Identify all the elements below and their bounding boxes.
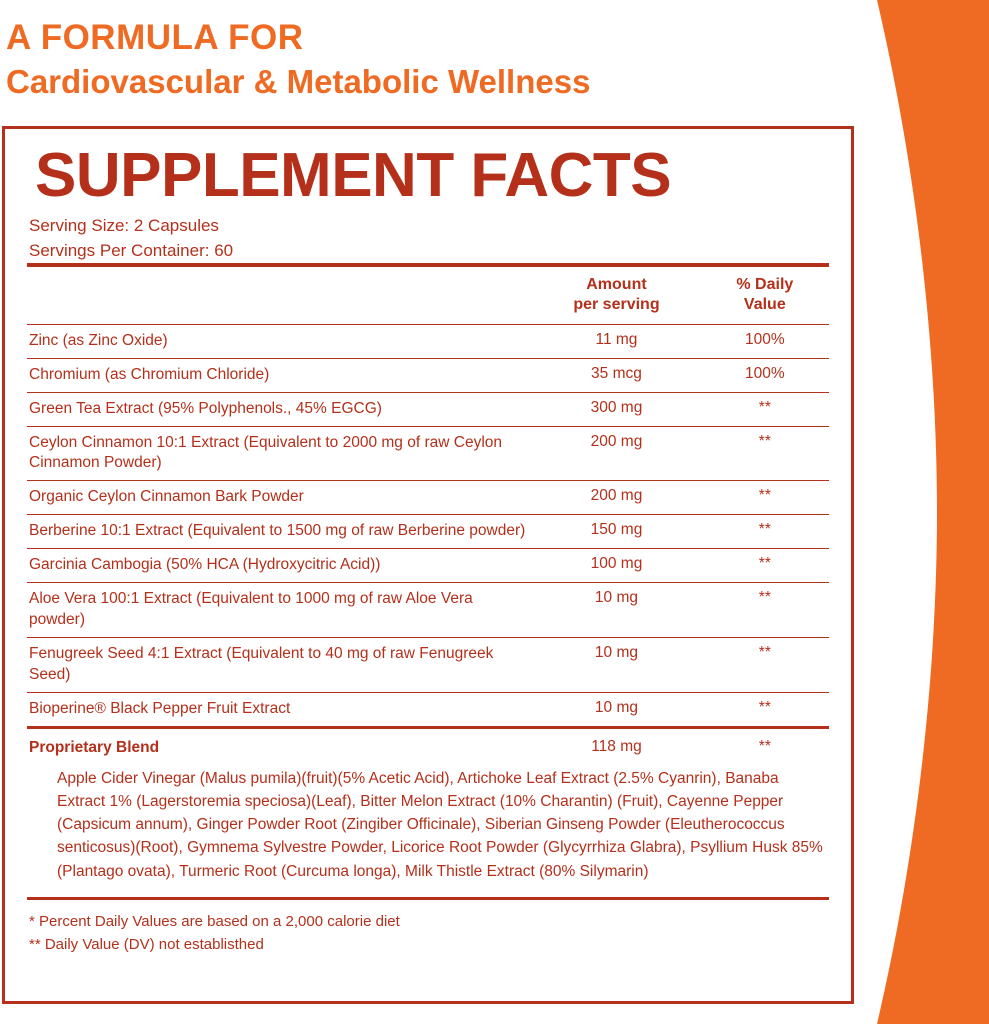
ingredient-amount: 10 mg bbox=[532, 583, 700, 638]
supplement-facts-panel bbox=[2, 126, 854, 1004]
ingredient-daily-value: ** bbox=[701, 392, 829, 426]
ingredient-daily-value: ** bbox=[701, 583, 829, 638]
footnotes bbox=[27, 900, 829, 957]
table-row bbox=[27, 324, 829, 358]
table-row bbox=[27, 426, 829, 481]
ingredient-amount: 100 mg bbox=[532, 549, 700, 583]
column-header-amount bbox=[532, 265, 700, 324]
ingredient-daily-value: 100% bbox=[701, 358, 829, 392]
header-title-line1: A FORMULA FOR bbox=[6, 18, 304, 57]
column-header-daily-value bbox=[701, 265, 829, 324]
table-row bbox=[27, 481, 829, 515]
column-header-dv-line2: Value bbox=[743, 295, 786, 313]
header bbox=[0, 0, 989, 102]
table-row bbox=[27, 515, 829, 549]
header-title-line2: Cardiovascular & Metabolic Wellness bbox=[6, 63, 591, 101]
ingredient-name: Organic Ceylon Cinnamon Bark Powder bbox=[27, 481, 532, 515]
ingredient-amount: 200 mg bbox=[532, 426, 700, 481]
ingredient-amount: 11 mg bbox=[532, 324, 700, 358]
table-row bbox=[27, 637, 829, 692]
ingredient-amount: 35 mcg bbox=[532, 358, 700, 392]
ingredient-daily-value: 100% bbox=[701, 324, 829, 358]
table-header-row bbox=[27, 265, 829, 324]
ingredient-daily-value: ** bbox=[701, 549, 829, 583]
ingredient-amount: 10 mg bbox=[532, 637, 700, 692]
ingredient-daily-value: ** bbox=[701, 637, 829, 692]
supplement-facts-table bbox=[27, 263, 829, 764]
ingredient-daily-value: ** bbox=[701, 481, 829, 515]
column-header-amount-line2: per serving bbox=[573, 295, 660, 313]
column-header-amount-line1: Amount bbox=[586, 276, 647, 294]
column-header-name bbox=[27, 265, 532, 324]
ingredient-name: Zinc (as Zinc Oxide) bbox=[27, 324, 532, 358]
ingredient-name: Chromium (as Chromium Chloride) bbox=[27, 358, 532, 392]
proprietary-blend-ingredients: Apple Cider Vinegar (Malus pumila)(fruit)(5% Acetic Acid), Artichoke Leaf Extract (2.5% Cyanrin), Banaba Extract 1% (Lagerstoremia speciosa)(Leaf), Bitter Melon Extract (10% Charantin) (Fruit), Cayenne Pepper (Capsicum annum), Ginger Powder Root (Zingiber Officinale), Siberian Ginseng Powder (Eleutherococcus senticosus)(Root), Gymnema Sylvestre Powder, Licorice Root Powder (Glycyrrhiza Glabra), Psyllium Husk 85% (Plantago ovata), Turmeric Root (Curcuma longa), Milk Thistle Extract (80% Silymarin) bbox=[57, 769, 823, 880]
ingredient-name: Ceylon Cinnamon 10:1 Extract (Equivalent to 2000 mg of raw Ceylon Cinnamon Powder) bbox=[27, 426, 532, 481]
table-row bbox=[27, 692, 829, 727]
proprietary-blend-row bbox=[27, 727, 829, 764]
footnote-dv-not-established: ** Daily Value (DV) not establisthed bbox=[29, 936, 264, 954]
ingredient-name: Garcinia Cambogia (50% HCA (Hydroxycitric Acid)) bbox=[27, 549, 532, 583]
ingredient-name: Fenugreek Seed 4:1 Extract (Equivalent to 40 mg of raw Fenugreek Seed) bbox=[27, 637, 532, 692]
ingredient-amount: 150 mg bbox=[532, 515, 700, 549]
table-row bbox=[27, 392, 829, 426]
footnote-daily-values: * Percent Daily Values are based on a 2,000 calorie diet bbox=[29, 912, 400, 930]
ingredient-name: Bioperine® Black Pepper Fruit Extract bbox=[27, 692, 532, 727]
ingredient-name: Berberine 10:1 Extract (Equivalent to 1500 mg of raw Berberine powder) bbox=[27, 515, 532, 549]
table-row bbox=[27, 549, 829, 583]
proprietary-blend-amount: 118 mg bbox=[532, 727, 700, 764]
column-header-dv-line1: % Daily bbox=[736, 276, 794, 294]
ingredient-name: Green Tea Extract (95% Polyphenols., 45% EGCG) bbox=[27, 392, 532, 426]
ingredient-daily-value: ** bbox=[701, 426, 829, 481]
proprietary-blend-label: Proprietary Blend bbox=[27, 727, 532, 764]
serving-size: Serving Size: 2 Capsules bbox=[29, 216, 219, 236]
panel-title: SUPPLEMENT FACTS bbox=[35, 141, 672, 210]
ingredient-name: Aloe Vera 100:1 Extract (Equivalent to 1000 mg of raw Aloe Vera powder) bbox=[27, 583, 532, 638]
table-row bbox=[27, 583, 829, 638]
ingredient-daily-value: ** bbox=[701, 692, 829, 727]
ingredient-daily-value: ** bbox=[701, 515, 829, 549]
servings-per-container: Servings Per Container: 60 bbox=[29, 240, 234, 260]
proprietary-blend-daily-value: ** bbox=[701, 727, 829, 764]
ingredient-amount: 10 mg bbox=[532, 692, 700, 727]
ingredient-amount: 300 mg bbox=[532, 392, 700, 426]
table-row bbox=[27, 358, 829, 392]
ingredient-amount: 200 mg bbox=[532, 481, 700, 515]
